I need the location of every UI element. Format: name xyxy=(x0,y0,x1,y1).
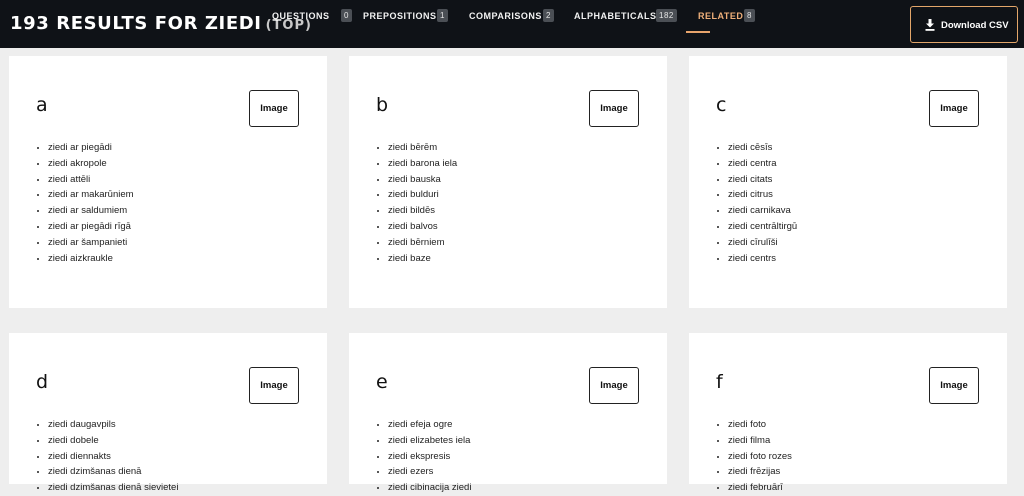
download-icon xyxy=(925,19,935,31)
tab-label: QUESTIONS xyxy=(272,11,330,21)
top-bar xyxy=(0,0,1024,48)
list-item[interactable]: • ziedi centrs xyxy=(728,251,797,267)
list-item[interactable]: • ziedi cēsīs xyxy=(728,140,797,156)
suggestion-list xyxy=(388,417,471,496)
suggestion-list xyxy=(388,140,457,266)
list-item[interactable]: • ziedi ar piegādi rīgā xyxy=(48,219,134,235)
image-button[interactable]: Image xyxy=(589,90,639,127)
image-button[interactable]: Image xyxy=(929,90,979,127)
results-subtitle: (TOP) xyxy=(265,18,312,33)
page-title xyxy=(10,13,312,34)
tab-label: PREPOSITIONS xyxy=(363,11,437,21)
tab-count-badge: 8 xyxy=(744,9,755,22)
list-item[interactable]: • ziedi bildēs xyxy=(388,203,457,219)
card-letter: e xyxy=(376,371,388,393)
list-item[interactable]: • ziedi barona iela xyxy=(388,156,457,172)
list-item[interactable]: • ziedi attēli xyxy=(48,172,134,188)
list-item[interactable]: • ziedi citrus xyxy=(728,187,797,203)
list-item[interactable]: • ziedi cibinacija ziedi xyxy=(388,480,471,496)
list-item[interactable]: • ziedi februārī xyxy=(728,480,792,496)
card-letter: c xyxy=(716,94,727,116)
result-card-b xyxy=(349,56,667,308)
tab-label: COMPARISONS xyxy=(469,11,542,21)
list-item[interactable]: • ziedi bērniem xyxy=(388,235,457,251)
list-item[interactable]: • ziedi dzimšanas dienā sievietei xyxy=(48,480,178,496)
list-item[interactable]: • ziedi frēzijas xyxy=(728,464,792,480)
list-item[interactable]: • ziedi ar makarūniem xyxy=(48,187,134,203)
suggestion-list xyxy=(48,140,134,266)
list-item[interactable]: • ziedi centra xyxy=(728,156,797,172)
list-item[interactable]: • ziedi citats xyxy=(728,172,797,188)
tab-count-badge: 2 xyxy=(543,9,554,22)
list-item[interactable]: • ziedi dobele xyxy=(48,433,178,449)
list-item[interactable]: • ziedi akropole xyxy=(48,156,134,172)
tab-label: RELATED xyxy=(698,11,744,21)
result-card-c xyxy=(689,56,1007,308)
list-item[interactable]: • ziedi foto rozes xyxy=(728,449,792,465)
image-button[interactable]: Image xyxy=(929,367,979,404)
list-item[interactable]: • ziedi ar saldumiem xyxy=(48,203,134,219)
list-item[interactable]: • ziedi ar piegādi xyxy=(48,140,134,156)
list-item[interactable]: • ziedi bērēm xyxy=(388,140,457,156)
list-item[interactable]: • ziedi balvos xyxy=(388,219,457,235)
list-item[interactable]: • ziedi daugavpils xyxy=(48,417,178,433)
list-item[interactable]: • ziedi ezers xyxy=(388,464,471,480)
tab-label: ALPHABETICALS xyxy=(574,11,657,21)
list-item[interactable]: • ziedi bauska xyxy=(388,172,457,188)
card-letter: b xyxy=(376,94,389,116)
list-item[interactable]: • ziedi aizkraukle xyxy=(48,251,134,267)
suggestion-list xyxy=(728,417,792,496)
list-item[interactable]: • ziedi ar šampanieti xyxy=(48,235,134,251)
list-item[interactable]: • ziedi centrāltirgū xyxy=(728,219,797,235)
card-letter: d xyxy=(36,371,49,393)
list-item[interactable]: • ziedi efeja ogre xyxy=(388,417,471,433)
list-item[interactable]: • ziedi bulduri xyxy=(388,187,457,203)
suggestion-list xyxy=(48,417,178,496)
suggestion-list xyxy=(728,140,797,266)
result-card-a xyxy=(9,56,327,308)
result-card-f xyxy=(689,333,1007,494)
card-letter: a xyxy=(36,94,48,116)
image-button[interactable]: Image xyxy=(589,367,639,404)
tab-count-badge: 1 xyxy=(437,9,448,22)
result-card-d xyxy=(9,333,327,494)
active-tab-indicator xyxy=(686,31,710,33)
list-item[interactable]: • ziedi dzimšanas dienā xyxy=(48,464,178,480)
list-item[interactable]: • ziedi diennakts xyxy=(48,449,178,465)
list-item[interactable]: • ziedi foto xyxy=(728,417,792,433)
tab-count-badge: 0 xyxy=(341,9,352,22)
results-title: 193 RESULTS FOR ZIEDI xyxy=(10,13,262,34)
list-item[interactable]: • ziedi elizabetes iela xyxy=(388,433,471,449)
card-letter: f xyxy=(716,371,723,393)
download-csv-button[interactable] xyxy=(910,6,1018,43)
image-button[interactable]: Image xyxy=(249,367,299,404)
tab-count-badge: 182 xyxy=(656,9,677,22)
image-button[interactable]: Image xyxy=(249,90,299,127)
result-card-e xyxy=(349,333,667,494)
list-item[interactable]: • ziedi cīrulīši xyxy=(728,235,797,251)
download-csv-label: Download CSV xyxy=(941,20,1009,31)
list-item[interactable]: • ziedi filma xyxy=(728,433,792,449)
list-item[interactable]: • ziedi carnikava xyxy=(728,203,797,219)
list-item[interactable]: • ziedi ekspresis xyxy=(388,449,471,465)
list-item[interactable]: • ziedi baze xyxy=(388,251,457,267)
